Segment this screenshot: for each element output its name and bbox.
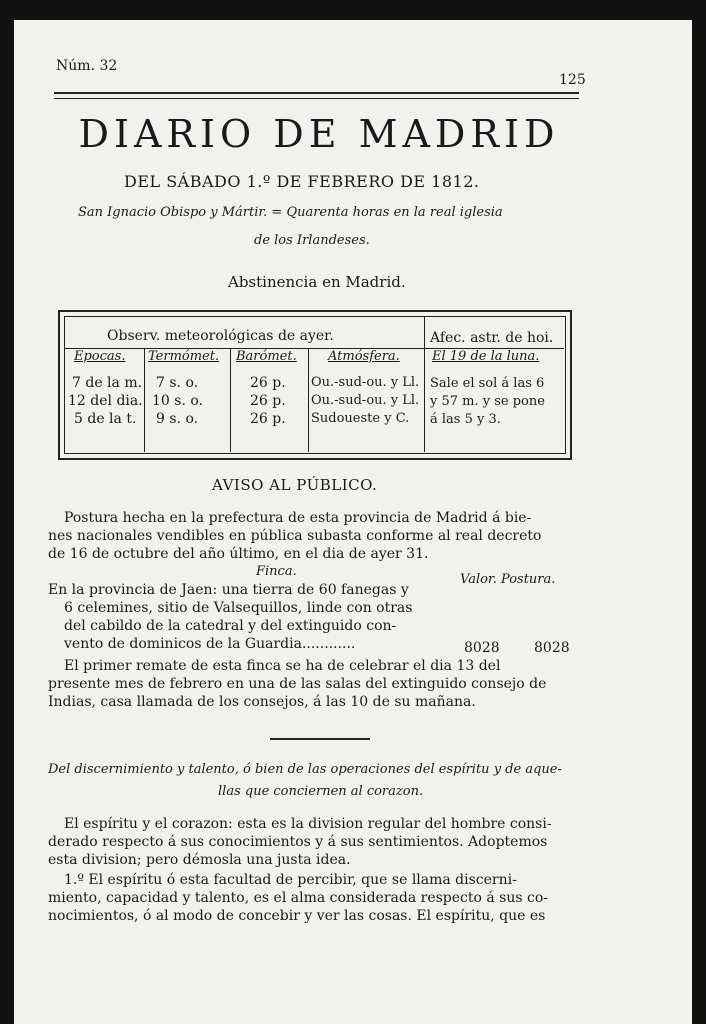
- remate-line: Indias, casa llamada de los consejos, á las 10 de su mañana.: [48, 694, 476, 710]
- saint-line: San Ignacio Obispo y Mártir. = Quarenta horas en la real iglesia: [78, 205, 503, 220]
- table-cell: 9 s. o.: [156, 411, 199, 427]
- column-header: Atmósfera.: [328, 349, 400, 364]
- table-divider: [230, 349, 231, 452]
- remate-line: presente mes de febrero en una de las salas del extinguido consejo de: [48, 676, 547, 692]
- column-label-valor: Valor. Postura.: [460, 572, 556, 587]
- masthead-title: DIARIO DE MADRID: [78, 112, 560, 156]
- table-divider: [144, 349, 145, 452]
- table-cell: 7 s. o.: [156, 375, 199, 391]
- issue-number: Núm. 32: [56, 58, 118, 74]
- notice-title: AVISO AL PÚBLICO.: [212, 476, 378, 494]
- section-rule: [270, 738, 370, 740]
- header-rule: [54, 92, 579, 94]
- table-cell: 26 p.: [250, 411, 286, 427]
- weather-heading: Observ. meteorológicas de ayer.: [107, 328, 334, 344]
- astro-heading: Afec. astr. de hoi.: [430, 330, 554, 346]
- finca-line: del cabildo de la catedral y del extinguido con-: [64, 618, 397, 634]
- essay-title: Del discernimiento y talento, ó bien de las operaciones del espíritu y de aque-: [48, 762, 562, 777]
- table-cell: Ou.-sud-ou. y Ll.: [311, 375, 420, 390]
- page-number: 125: [559, 72, 586, 88]
- finca-line: 6 celemines, sitio de Valsequillos, linde con otras: [64, 600, 413, 616]
- table-divider: [424, 316, 425, 452]
- essay-line: 1.º El espíritu ó esta facultad de percibir, que se llama discerni-: [64, 872, 517, 888]
- essay-line: derado respecto á sus conocimientos y á sus sentimientos. Adoptemos: [48, 834, 548, 850]
- column-label-finca: Finca.: [256, 564, 297, 579]
- header-rule-thin: [54, 98, 579, 99]
- column-header: Barómet.: [236, 349, 297, 364]
- table-cell: 10 s. o.: [152, 393, 203, 409]
- essay-line: miento, capacidad y talento, es el alma considerada respecto á sus co-: [48, 890, 549, 906]
- notice-line: nes nacionales vendibles en pública subasta conforme al real decreto: [48, 528, 542, 544]
- valor-amount: 8028: [464, 640, 500, 656]
- table-cell: 26 p.: [250, 375, 286, 391]
- table-cell: 12 del dia.: [68, 393, 143, 409]
- newspaper-page: [14, 20, 692, 1024]
- finca-line: En la provincia de Jaen: una tierra de 60 fanegas y: [48, 582, 409, 598]
- essay-line: nocimientos, ó al modo de concebir y ver las cosas. El espíritu, que es: [48, 908, 546, 924]
- issue-date: DEL SÁBADO 1.º DE FEBRERO DE 1812.: [124, 172, 480, 191]
- table-cell: Sudoueste y C.: [311, 411, 410, 426]
- moon-note: Sale el sol á las 6: [430, 376, 545, 391]
- remate-line: El primer remate de esta finca se ha de celebrar el dia 13 del: [64, 658, 501, 674]
- abstinence-note: Abstinencia en Madrid.: [228, 273, 406, 291]
- finca-line: vento de dominicos de la Guardia............: [64, 636, 356, 652]
- notice-line: Postura hecha en la prefectura de esta provincia de Madrid á bie-: [64, 510, 532, 526]
- postura-amount: 8028: [534, 640, 570, 656]
- table-cell: 26 p.: [250, 393, 286, 409]
- saint-line: de los Irlandeses.: [254, 233, 370, 248]
- table-cell: Ou.-sud-ou. y Ll.: [311, 393, 420, 408]
- table-cell: 7 de la m.: [72, 375, 143, 391]
- notice-line: de 16 de octubre del año último, en el dia de ayer 31.: [48, 546, 429, 562]
- table-divider: [308, 349, 309, 452]
- column-header: Termómet.: [148, 349, 220, 364]
- table-cell: 5 de la t.: [74, 411, 137, 427]
- essay-line: El espíritu y el corazon: esta es la division regular del hombre consi-: [64, 816, 552, 832]
- column-header: El 19 de la luna.: [432, 349, 540, 364]
- essay-title: llas que conciernen al corazon.: [218, 784, 424, 799]
- column-header: Epocas.: [74, 349, 126, 364]
- essay-line: esta division; pero démosla una justa idea.: [48, 852, 351, 868]
- moon-note: á las 5 y 3.: [430, 412, 501, 427]
- moon-note: y 57 m. y se pone: [430, 394, 545, 409]
